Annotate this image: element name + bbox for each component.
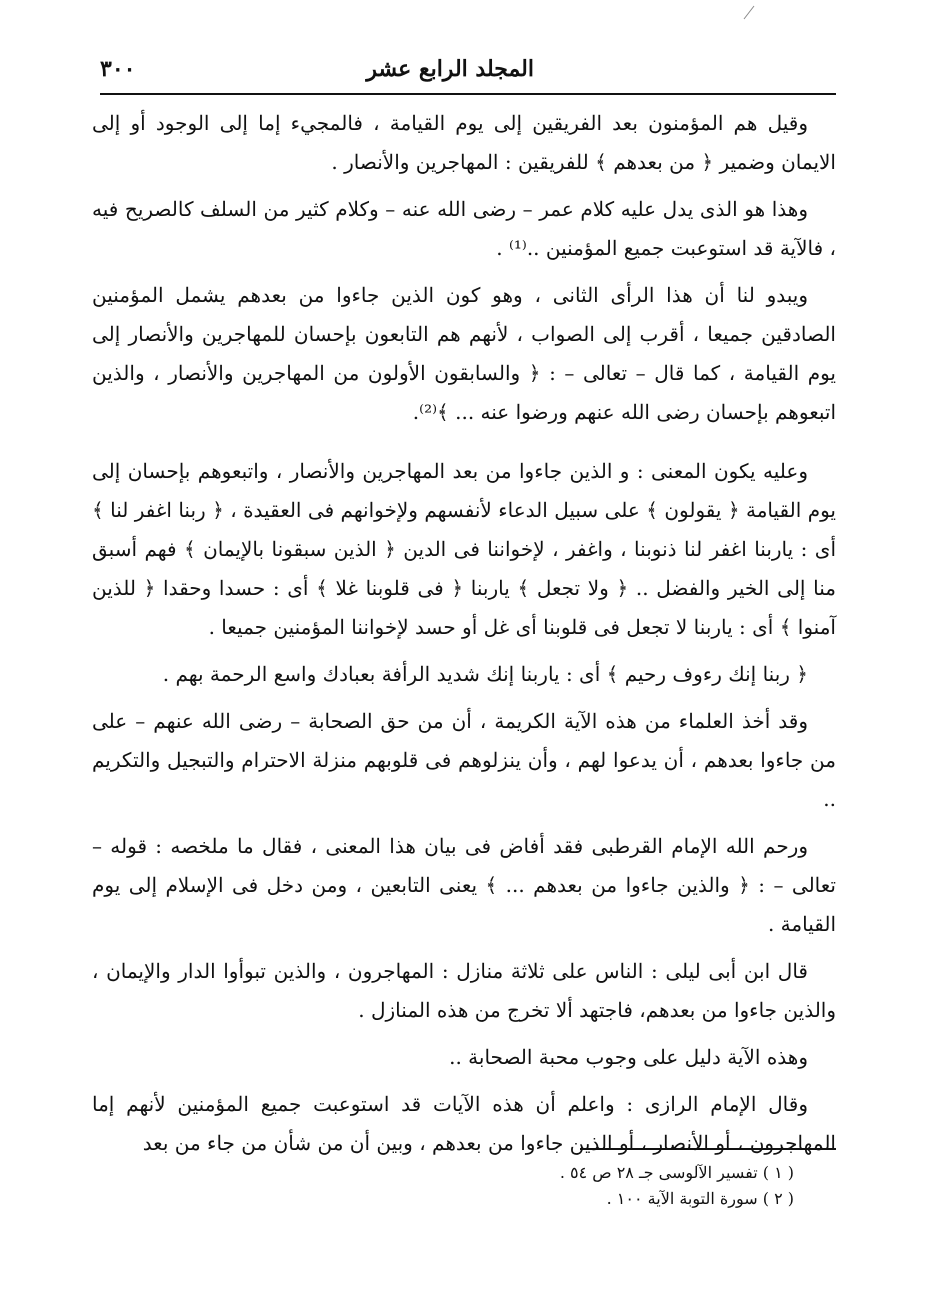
paragraph-1: وقيل هم المؤمنون بعد الفريقين إلى يوم القيامة ، فالمجيء إما إلى الوجود أو إلى الايمان وضمير ﴿ من بعدهم ﴾ للفريقين : المهاجرين والأنصار . xyxy=(92,111,836,174)
paragraph-5: ﴿ ربنا إنك رءوف رحيم ﴾ أى : ياربنا إنك شديد الرأفة بعبادك واسع الرحمة بهم . xyxy=(162,662,808,686)
footnote-1: ( ١ ) تفسير الآلوسى جـ ٢٨ ص ٥٤ . xyxy=(559,1163,794,1182)
paragraph-9: وهذه الآية دليل على وجوب محبة الصحابة .. xyxy=(449,1045,808,1069)
paragraph-4: وعليه يكون المعنى : و الذين جاءوا من بعد المهاجرين والأنصار ، واتبعوهم بإحسان إلى يوم القيامة ﴿ يقولون ﴾ على سبيل الدعاء لأنفسهم ولإخوانهم فى العقيدة ، ﴿ ربنا اغفر لنا ﴾ أى : ياربنا اغفر لنا ذنوبنا ، واغفر ، لإخواننا فى الدين ﴿ الذين سبقونا بالإيمان ﴾ فهم أسبق منا إلى الخير والفضل .. ﴿ ولا تجعل ﴾ ياربنا ﴿ فى قلوبنا غلا ﴾ أى : حسدا وحقدا ﴿ للذين آمنوا ﴾ أى : ياربنا لا تجعل فى قلوبنا أى غل أو حسد لإخواننا المؤمنين جميعا . xyxy=(92,459,836,639)
header-divider xyxy=(100,93,836,95)
paragraph-3: ويبدو لنا أن هذا الرأى الثانى ، وهو كون الذين جاءوا من بعدهم يشمل المؤمنين الصادقين جميعا ، أقرب إلى الصواب ، لأنهم هم التابعون بإحسان للمهاجرين والأنصار إلى يوم القيامة ، كما قال – تعالى – : ﴿ والسابقون الأولون من المهاجرين والأنصار ، والذين اتبعوهم بإحسان رضى الله عنهم ورضوا عنه ... ﴾⁽²⁾. xyxy=(92,283,836,424)
paragraph-8: قال ابن أبى ليلى : الناس على ثلاثة منازل : المهاجرون ، والذين تبوأوا الدار والإيمان ، والذين جاءوا من بعدهم، فاجتهد ألا تخرج من هذه المنازل . xyxy=(92,959,836,1022)
volume-title: المجلد الرابع عشر xyxy=(366,56,534,82)
paragraph-6: وقد أخذ العلماء من هذه الآية الكريمة ، أن من حق الصحابة – رضى الله عنهم – على من جاءوا بعدهم ، أن يدعوا لهم ، وأن ينزلوهم فى قلوبهم منزلة الاحترام والتبجيل والتكريم .. xyxy=(92,709,836,811)
paragraph-2: وهذا هو الذى يدل عليه كلام عمر – رضى الله عنه – وكلام كثير من السلف كالصريح فيه ، فالآية قد استوعبت جميع المؤمنين ..⁽¹⁾ . xyxy=(92,197,836,260)
pencil-mark-icon xyxy=(742,4,756,20)
paragraph-7: ورحم الله الإمام القرطبى فقد أفاض فى بيان هذا المعنى ، فقال ما ملخصه : قوله – تعالى – : ﴿ والذين جاءوا من بعدهم ... ﴾ يعنى التابعين ، ومن دخل فى الإسلام إلى يوم القيامة . xyxy=(92,834,836,936)
footnote-2: ( ٢ ) سورة التوبة الآية ١٠٠ . xyxy=(606,1189,794,1208)
footnote-divider xyxy=(580,1148,836,1150)
page-number: ٣٠٠ xyxy=(100,56,136,82)
paragraph-10: وقال الإمام الرازى : واعلم أن هذه الآيات قد استوعبت جميع المؤمنين لأنهم إما المهاجرون ، أو الأنصار ، أو الذين جاءوا من بعدهم ، وبين أن من شأن من جاء من بعد xyxy=(92,1092,836,1155)
footnotes xyxy=(294,1160,794,1212)
page-header xyxy=(100,56,834,92)
main-text xyxy=(92,104,836,1171)
